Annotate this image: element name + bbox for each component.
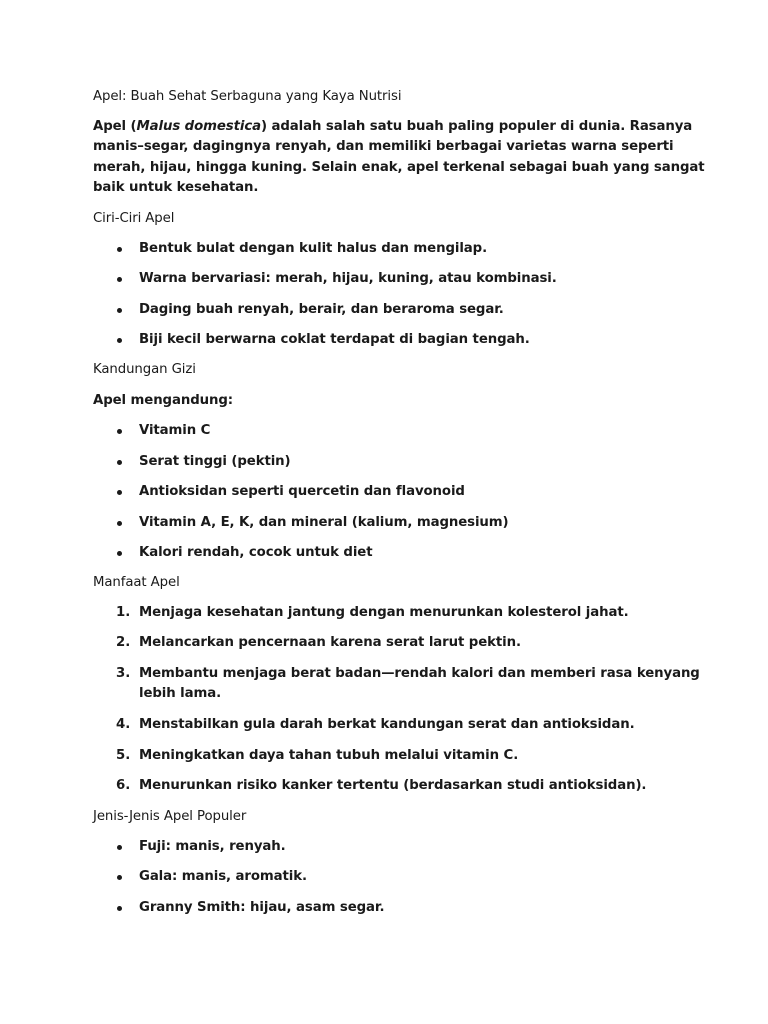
list-item-manfaat: Membantu menjaga berat badan—rendah kalori dan memberi rasa kenyang — [139, 666, 700, 681]
list-item-ciri: Warna bervariasi: merah, hijau, kuning, atau kombinasi. — [139, 271, 557, 286]
section-heading-jenis: Jenis-Jenis Apel Populer — [93, 809, 247, 824]
list-item-jenis: Granny Smith: hijau, asam segar. — [139, 900, 385, 915]
document-title: Apel: Buah Sehat Serbaguna yang Kaya Nutrisi — [93, 89, 402, 104]
list-number: 5. — [116, 748, 131, 763]
list-number: 1. — [116, 605, 131, 620]
bullet-icon — [117, 490, 122, 495]
bullet-icon — [117, 875, 122, 880]
intro-line-4: baik untuk kesehatan. — [93, 180, 259, 195]
list-item-manfaat: Menstabilkan gula darah berkat kandungan serat dan antioksidan. — [139, 717, 635, 732]
list-item-manfaat: Menjaga kesehatan jantung dengan menurunkan kolesterol jahat. — [139, 605, 629, 620]
bullet-icon — [117, 277, 122, 282]
bullet-icon — [117, 429, 122, 434]
list-item-manfaat-continuation: lebih lama. — [139, 686, 222, 701]
list-item-manfaat: Menurunkan risiko kanker tertentu (berdasarkan studi antioksidan). — [139, 778, 647, 793]
gizi-lead: Apel mengandung: — [93, 393, 233, 408]
intro-line-1 — [93, 117, 692, 137]
list-item-ciri: Daging buah renyah, berair, dan beraroma segar. — [139, 302, 504, 317]
intro-line-2: manis–segar, dagingnya renyah, dan memiliki berbagai varietas warna seperti — [93, 139, 674, 154]
bullet-icon — [117, 521, 122, 526]
list-item-gizi: Vitamin A, E, K, dan mineral (kalium, magnesium) — [139, 515, 509, 530]
section-heading-gizi: Kandungan Gizi — [93, 362, 196, 377]
list-item-manfaat: Melancarkan pencernaan karena serat larut pektin. — [139, 635, 521, 650]
section-heading-ciri: Ciri-Ciri Apel — [93, 211, 175, 226]
list-item-gizi: Vitamin C — [139, 423, 211, 438]
intro-latin-name: Malus domestica — [136, 119, 261, 134]
bullet-icon — [117, 460, 122, 465]
intro-line-1-rest: ) adalah salah satu buah paling populer di dunia. Rasanya — [260, 119, 693, 134]
bullet-icon — [117, 845, 122, 850]
list-item-gizi: Serat tinggi (pektin) — [139, 454, 291, 469]
list-item-manfaat: Meningkatkan daya tahan tubuh melalui vitamin C. — [139, 748, 519, 763]
bullet-icon — [117, 551, 122, 556]
list-item-gizi: Kalori rendah, cocok untuk diet — [139, 545, 373, 560]
bullet-icon — [117, 338, 122, 343]
list-item-jenis: Gala: manis, aromatik. — [139, 869, 307, 884]
list-number: 3. — [116, 666, 131, 681]
list-number: 6. — [116, 778, 131, 793]
bullet-icon — [117, 906, 122, 911]
intro-prefix: Apel ( — [93, 119, 137, 134]
list-item-ciri: Biji kecil berwarna coklat terdapat di bagian tengah. — [139, 332, 530, 347]
bullet-icon — [117, 308, 122, 313]
list-number: 2. — [116, 635, 131, 650]
intro-line-3: merah, hijau, hingga kuning. Selain enak, apel terkenal sebagai buah yang sangat — [93, 160, 705, 175]
section-heading-manfaat: Manfaat Apel — [93, 575, 180, 590]
list-item-jenis: Fuji: manis, renyah. — [139, 839, 286, 854]
list-item-gizi: Antioksidan seperti quercetin dan flavonoid — [139, 484, 465, 499]
bullet-icon — [117, 247, 122, 252]
list-number: 4. — [116, 717, 131, 732]
list-item-ciri: Bentuk bulat dengan kulit halus dan mengilap. — [139, 241, 488, 256]
